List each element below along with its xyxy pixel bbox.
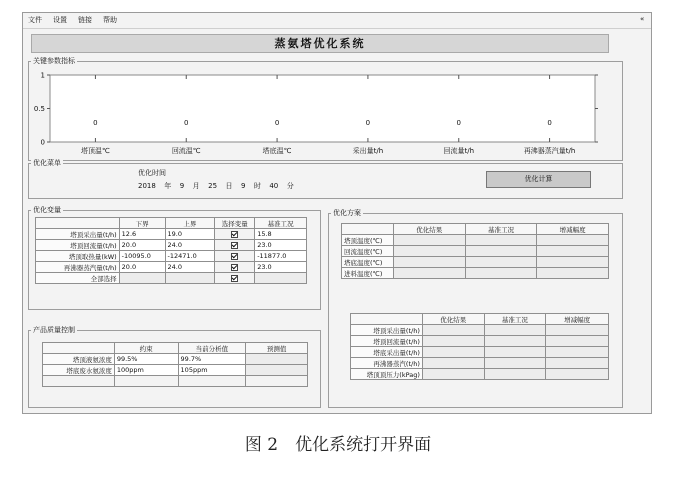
p2-change <box>546 358 609 369</box>
var-lower[interactable]: 20.0 <box>119 240 165 251</box>
var-select[interactable] <box>215 251 255 262</box>
checkbox-checked-icon[interactable] <box>231 231 238 238</box>
p2-row-name: 再沸器蒸汽(t/h) <box>351 358 423 369</box>
quality-title: 产品质量控制 <box>33 326 75 334</box>
var-base: 23.0 <box>255 240 307 251</box>
checkbox-checked-icon[interactable] <box>231 253 238 260</box>
quality-table <box>42 342 308 387</box>
table-row <box>342 246 609 257</box>
q-col-name <box>43 343 115 354</box>
table-row <box>351 347 609 358</box>
p2-change <box>546 325 609 336</box>
p2-result <box>422 325 484 336</box>
plan-temp-table <box>341 223 609 279</box>
select-all-label: 全部选择 <box>36 273 120 284</box>
collapse-icon[interactable]: « <box>640 15 645 23</box>
opt-time-value <box>138 181 294 191</box>
table-row <box>342 235 609 246</box>
month-value: 9 <box>179 182 185 190</box>
var-name: 塔顶取热量(kW) <box>36 251 120 262</box>
var-name: 塔顶回流量(t/h) <box>36 240 120 251</box>
p2-col-base: 基准工况 <box>484 314 546 325</box>
table-row <box>43 365 308 376</box>
p2-base <box>484 325 546 336</box>
plot-area <box>50 75 595 142</box>
p2-col-result: 优化结果 <box>422 314 484 325</box>
p2-result <box>422 369 484 380</box>
day-value: 25 <box>208 182 218 190</box>
y-tick-label: 1 <box>40 71 45 80</box>
empty-cell <box>114 376 178 387</box>
p2-row-name: 塔顶采出量(t/h) <box>351 325 423 336</box>
p1-result <box>393 246 465 257</box>
p2-result <box>422 358 484 369</box>
empty-cell <box>43 376 115 387</box>
x-category-label: 采出量t/h <box>352 147 384 155</box>
p1-change <box>537 257 609 268</box>
bar-value-label: 0 <box>365 119 371 127</box>
p2-col-change: 增减幅度 <box>546 314 609 325</box>
x-category-label: 再沸器蒸汽量t/h <box>523 147 576 155</box>
bar-value-label: 0 <box>274 119 280 127</box>
var-col-upper: 上界 <box>165 218 215 229</box>
var-col-select: 选择变量 <box>215 218 255 229</box>
menu-bar <box>23 13 651 29</box>
p1-change <box>537 268 609 279</box>
opt-variables-title: 优化变量 <box>33 206 61 214</box>
var-base: 15.8 <box>255 229 307 240</box>
p1-base <box>465 257 537 268</box>
bar-value-label: 0 <box>184 119 189 127</box>
table-row <box>43 354 308 365</box>
bar-value-label: 0 <box>456 119 461 127</box>
x-category-label: 回流温℃ <box>171 147 201 155</box>
p2-change <box>546 369 609 380</box>
quality-header-row <box>43 343 308 354</box>
p1-base <box>465 235 537 246</box>
p2-base <box>484 347 546 358</box>
checkbox-checked-icon[interactable] <box>231 242 238 249</box>
p2-change <box>546 347 609 358</box>
p2-change <box>546 336 609 347</box>
p1-col-base: 基准工况 <box>465 224 537 235</box>
var-base: 23.0 <box>255 262 307 273</box>
p1-row-name: 塔底温度(℃) <box>342 257 394 268</box>
opt-plan-title: 优化方案 <box>333 209 361 217</box>
table-row <box>351 325 609 336</box>
checkbox-checked-icon[interactable] <box>231 275 238 282</box>
optimize-calc-button[interactable]: 优化计算 <box>486 171 591 188</box>
q-constraint[interactable]: 99.5% <box>114 354 178 365</box>
menu-help[interactable]: 帮助 <box>103 16 117 24</box>
empty-cell <box>119 273 165 284</box>
table-row <box>36 229 307 240</box>
table-row <box>342 257 609 268</box>
q-col-constraint: 约束 <box>114 343 178 354</box>
opt-menu-title: 优化菜单 <box>33 159 61 167</box>
p1-col-change: 增减幅度 <box>537 224 609 235</box>
year-value: 2018 <box>138 182 156 190</box>
empty-cell <box>255 273 307 284</box>
table-row <box>351 336 609 347</box>
plan-flow-header-row <box>351 314 609 325</box>
p1-result <box>393 235 465 246</box>
p1-base <box>465 268 537 279</box>
q-col-current: 当前分析值 <box>178 343 246 354</box>
p1-result <box>393 268 465 279</box>
var-col-lower: 下界 <box>119 218 165 229</box>
app-window <box>22 12 652 414</box>
bar-value-label: 0 <box>547 119 552 127</box>
table-row <box>351 369 609 380</box>
checkbox-checked-icon[interactable] <box>231 264 238 271</box>
p2-row-name: 塔顶顶压力(kPag) <box>351 369 423 380</box>
variables-header-row <box>36 218 307 229</box>
p2-base <box>484 336 546 347</box>
q-current: 105ppm <box>178 365 246 376</box>
y-tick-label: 0.5 <box>33 105 45 113</box>
select-all-toggle[interactable] <box>215 273 255 284</box>
var-col-base: 基准工况 <box>255 218 307 229</box>
p2-base <box>484 369 546 380</box>
var-name: 塔顶采出量(t/h) <box>36 229 120 240</box>
var-base: -11877.0 <box>255 251 307 262</box>
var-name: 再沸器蒸汽量(t/h) <box>36 262 120 273</box>
x-category-label: 塔顶温℃ <box>80 147 110 155</box>
p2-base <box>484 358 546 369</box>
table-row <box>351 358 609 369</box>
q-current: 99.7% <box>178 354 246 365</box>
plan-temp-header-row <box>342 224 609 235</box>
p1-result <box>393 257 465 268</box>
variables-table <box>35 217 307 284</box>
p2-result <box>422 347 484 358</box>
p1-base <box>465 246 537 257</box>
minute-unit: 分 <box>286 182 294 190</box>
p2-result <box>422 336 484 347</box>
var-upper[interactable]: 24.0 <box>165 262 215 273</box>
plan-flow-table <box>350 313 609 380</box>
var-select[interactable] <box>215 240 255 251</box>
q-predicted <box>246 354 308 365</box>
q-constraint[interactable]: 100ppm <box>114 365 178 376</box>
menu-links[interactable]: 链接 <box>78 16 92 24</box>
var-upper[interactable]: 24.0 <box>165 240 215 251</box>
hour-value: 9 <box>240 182 246 190</box>
q-predicted <box>246 365 308 376</box>
x-category-label: 回流量t/h <box>443 147 475 155</box>
table-row <box>36 273 307 284</box>
title-banner <box>31 34 609 53</box>
empty-cell <box>165 273 215 284</box>
param-chart-svg <box>30 67 610 157</box>
param-chart <box>30 67 610 157</box>
p1-row-name: 回流温度(℃) <box>342 246 394 257</box>
menu-settings[interactable]: 设置 <box>53 16 67 24</box>
minute-value: 40 <box>269 182 279 190</box>
p1-row-name: 塔顶温度(℃) <box>342 235 394 246</box>
table-row <box>36 251 307 262</box>
q-name: 塔底废水氨浓度 <box>43 365 115 376</box>
key-params-title: 关键参数指标 <box>33 57 75 65</box>
month-unit: 月 <box>192 182 200 190</box>
page-title: 蒸氨塔优化系统 <box>274 37 366 50</box>
table-row <box>36 262 307 273</box>
p1-col-name <box>342 224 394 235</box>
hour-unit: 时 <box>253 182 261 190</box>
menu-file[interactable]: 文件 <box>28 16 42 24</box>
table-row <box>342 268 609 279</box>
empty-cell <box>178 376 246 387</box>
q-col-predicted: 预测值 <box>246 343 308 354</box>
var-col-name <box>36 218 120 229</box>
table-row <box>43 376 308 387</box>
p1-change <box>537 246 609 257</box>
var-upper[interactable]: 19.0 <box>165 229 215 240</box>
p2-row-name: 塔底采出量(t/h) <box>351 347 423 358</box>
var-upper[interactable]: -12471.0 <box>165 251 215 262</box>
y-tick-label: 0 <box>40 138 45 147</box>
bar-value-label: 0 <box>93 119 98 127</box>
day-unit: 日 <box>225 182 233 190</box>
var-select[interactable] <box>215 262 255 273</box>
opt-time-label: 优化时间 <box>138 169 166 177</box>
p1-row-name: 进料温度(℃) <box>342 268 394 279</box>
p2-row-name: 塔顶回流量(t/h) <box>351 336 423 347</box>
figure-caption: 图 2 优化系统打开界面 <box>244 435 432 455</box>
var-lower[interactable]: -10095.0 <box>119 251 165 262</box>
var-lower[interactable]: 12.6 <box>119 229 165 240</box>
var-select[interactable] <box>215 229 255 240</box>
year-unit: 年 <box>164 182 172 190</box>
table-row <box>36 240 307 251</box>
empty-cell <box>246 376 308 387</box>
p1-col-result: 优化结果 <box>393 224 465 235</box>
p1-change <box>537 235 609 246</box>
p2-col-name <box>351 314 423 325</box>
x-category-label: 塔底温℃ <box>262 147 292 155</box>
var-lower[interactable]: 20.0 <box>119 262 165 273</box>
q-name: 塔顶液氨浓度 <box>43 354 115 365</box>
